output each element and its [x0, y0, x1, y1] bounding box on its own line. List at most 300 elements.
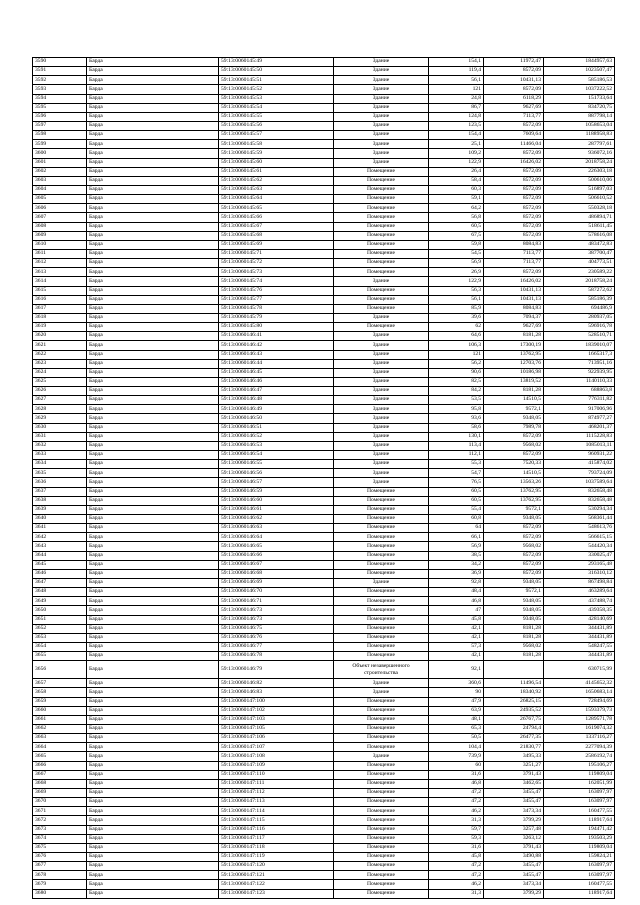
- cadastral-number-cell: 59:13:0060146:71: [219, 597, 334, 606]
- object-type-cell: Помещение: [334, 724, 429, 733]
- row-number-cell: 3593: [33, 85, 87, 94]
- object-type-cell: Здание: [334, 103, 429, 112]
- row-number-cell: 3625: [33, 377, 87, 386]
- locality-cell: Барда: [87, 496, 219, 505]
- cadastral-value-cell: 2018758,24: [544, 277, 615, 286]
- object-type-cell: Помещение: [334, 807, 429, 816]
- cadastral-number-cell: 59:13:0060147:118: [219, 843, 334, 852]
- cadastral-value-cell: 160477,55: [544, 807, 615, 816]
- object-type-cell: Здание: [334, 140, 429, 149]
- table-row: [33, 624, 615, 633]
- cadastral-value-cell: 119809,04: [544, 770, 615, 779]
- unit-price-cell: 9348,05: [484, 615, 544, 624]
- row-number-cell: 3615: [33, 286, 87, 295]
- cadastral-value-cell: 194471,42: [544, 825, 615, 834]
- cadastral-value-cell: 936072,16: [544, 149, 615, 158]
- table-row: [33, 277, 615, 286]
- object-type-cell: Помещение: [334, 268, 429, 277]
- unit-price-cell: 8572,09: [484, 149, 544, 158]
- row-number-cell: 3647: [33, 579, 87, 588]
- area-cell: 59,3: [429, 834, 484, 843]
- locality-cell: Барда: [87, 560, 219, 569]
- cadastral-value-cell: 193503,29: [544, 834, 615, 843]
- cadastral-value-cell: 713951,16: [544, 359, 615, 368]
- cadastral-value-cell: 1037589,64: [544, 478, 615, 487]
- cadastral-number-cell: 59:13:0060147:105: [219, 724, 334, 733]
- locality-cell: Барда: [87, 761, 219, 770]
- cadastral-number-cell: 59:13:0060146:51: [219, 423, 334, 432]
- row-number-cell: 3634: [33, 460, 87, 469]
- cadastral-value-cell: 832658,48: [544, 487, 615, 496]
- row-number-cell: 3599: [33, 140, 87, 149]
- cadastral-value-cell: 578616,08: [544, 231, 615, 240]
- table-row: [33, 834, 615, 843]
- cadastral-value-cell: 500610,06: [544, 176, 615, 185]
- cadastral-value-cell: 776311,82: [544, 396, 615, 405]
- table-row: [33, 880, 615, 889]
- area-cell: 93,6: [429, 414, 484, 423]
- object-type-cell: Помещение: [334, 798, 429, 807]
- table-row: [33, 533, 615, 542]
- cadastral-value-cell: 516897,03: [544, 185, 615, 194]
- row-number-cell: 3660: [33, 706, 87, 715]
- object-type-cell: Помещение: [334, 569, 429, 578]
- object-type-cell: Помещение: [334, 259, 429, 268]
- row-number-cell: 3667: [33, 770, 87, 779]
- object-type-cell: Здание: [334, 58, 429, 67]
- row-number-cell: 3680: [33, 889, 87, 898]
- table-row: [33, 286, 615, 295]
- cadastral-value-cell: 230589,22: [544, 268, 615, 277]
- table-row: [33, 652, 615, 661]
- object-type-cell: Здание: [334, 405, 429, 414]
- table-row: [33, 140, 615, 149]
- object-type-cell: Здание: [334, 432, 429, 441]
- locality-cell: Барда: [87, 204, 219, 213]
- cadastral-number-cell: 59:13:0060145:61: [219, 167, 334, 176]
- cadastral-value-cell: 1115228,83: [544, 432, 615, 441]
- cadastral-number-cell: 59:13:0060147:115: [219, 816, 334, 825]
- locality-cell: Барда: [87, 441, 219, 450]
- object-type-cell: Здание: [334, 76, 429, 85]
- object-type-cell: Помещение: [334, 505, 429, 514]
- unit-price-cell: 8572,09: [484, 451, 544, 460]
- row-number-cell: 3635: [33, 469, 87, 478]
- locality-cell: Барда: [87, 158, 219, 167]
- cadastral-value-cell: 118917,64: [544, 889, 615, 898]
- cadastral-number-cell: 59:13:0060146:73: [219, 615, 334, 624]
- cadastral-value-cell: 468201,37: [544, 423, 615, 432]
- table-row: [33, 606, 615, 615]
- object-type-cell: Помещение: [334, 515, 429, 524]
- area-cell: 66,1: [429, 533, 484, 542]
- object-type-cell: Здание: [334, 441, 429, 450]
- row-number-cell: 3617: [33, 304, 87, 313]
- table-row: [33, 176, 615, 185]
- cadastral-number-cell: 59:13:0060145:59: [219, 149, 334, 158]
- area-cell: 60,3: [429, 185, 484, 194]
- unit-price-cell: 8572,09: [484, 67, 544, 76]
- area-cell: 92,8: [429, 579, 484, 588]
- unit-price-cell: 8572,09: [484, 560, 544, 569]
- locality-cell: Барда: [87, 798, 219, 807]
- row-number-cell: 3630: [33, 423, 87, 432]
- area-cell: 48,1: [429, 715, 484, 724]
- unit-price-cell: 7094,37: [484, 313, 544, 322]
- table-row: [33, 368, 615, 377]
- unit-price-cell: 3473,34: [484, 807, 544, 816]
- cadastral-number-cell: 59:13:0060146:50: [219, 414, 334, 423]
- row-number-cell: 3598: [33, 131, 87, 140]
- locality-cell: Барда: [87, 505, 219, 514]
- unit-price-cell: 8572,09: [484, 551, 544, 560]
- area-cell: 45,8: [429, 615, 484, 624]
- cadastral-number-cell: 59:13:0060145:76: [219, 286, 334, 295]
- cadastral-value-cell: 344431,89: [544, 633, 615, 642]
- cadastral-number-cell: 59:13:0060146:54: [219, 451, 334, 460]
- locality-cell: Барда: [87, 213, 219, 222]
- table-row: [33, 313, 615, 322]
- unit-price-cell: 6118,29: [484, 94, 544, 103]
- cadastral-number-cell: 59:13:0060145:50: [219, 67, 334, 76]
- cadastral-value-cell: 548247,55: [544, 643, 615, 652]
- table-row: [33, 542, 615, 551]
- cadastral-number-cell: 59:13:0060147:123: [219, 889, 334, 898]
- table-row: [33, 761, 615, 770]
- table-row: [33, 396, 615, 405]
- object-type-cell: Здание: [334, 377, 429, 386]
- table-row: [33, 597, 615, 606]
- row-number-cell: 3627: [33, 396, 87, 405]
- unit-price-cell: 8572,09: [484, 167, 544, 176]
- table-row: [33, 195, 615, 204]
- object-type-cell: Помещение: [334, 295, 429, 304]
- cadastral-value-cell: 1058653,04: [544, 121, 615, 130]
- row-number-cell: 3605: [33, 195, 87, 204]
- cadastral-number-cell: 59:13:0060147:121: [219, 871, 334, 880]
- locality-cell: Барда: [87, 807, 219, 816]
- row-number-cell: 3666: [33, 761, 87, 770]
- unit-price-cell: 8181,28: [484, 624, 544, 633]
- locality-cell: Барда: [87, 432, 219, 441]
- area-cell: 31,6: [429, 843, 484, 852]
- locality-cell: Барда: [87, 816, 219, 825]
- table-row: [33, 551, 615, 560]
- object-type-cell: Помещение: [334, 195, 429, 204]
- area-cell: 54,5: [429, 249, 484, 258]
- area-cell: 25,1: [429, 140, 484, 149]
- row-number-cell: 3594: [33, 94, 87, 103]
- table-row: [33, 387, 615, 396]
- locality-cell: Барда: [87, 524, 219, 533]
- cadastral-number-cell: 59:13:0060145:56: [219, 121, 334, 130]
- unit-price-cell: 13563,26: [484, 478, 544, 487]
- cadastral-number-cell: 59:13:0060146:69: [219, 579, 334, 588]
- row-number-cell: 3673: [33, 825, 87, 834]
- cadastral-number-cell: 59:13:0060146:56: [219, 469, 334, 478]
- row-number-cell: 3623: [33, 359, 87, 368]
- cadastral-number-cell: 59:13:0060145:49: [219, 58, 334, 67]
- cadastral-value-cell: 159824,21: [544, 852, 615, 861]
- table-row: [33, 259, 615, 268]
- locality-cell: Барда: [87, 176, 219, 185]
- cadastral-number-cell: 59:13:0060145:69: [219, 240, 334, 249]
- object-type-cell: Помещение: [334, 167, 429, 176]
- unit-price-cell: 8572,09: [484, 231, 544, 240]
- cadastral-number-cell: 59:13:0060147:119: [219, 852, 334, 861]
- cadastral-number-cell: 59:13:0060145:55: [219, 112, 334, 121]
- object-type-cell: Помещение: [334, 240, 429, 249]
- cadastral-number-cell: 59:13:0060147:102: [219, 706, 334, 715]
- table-row: [33, 112, 615, 121]
- unit-price-cell: 3490,88: [484, 852, 544, 861]
- row-number-cell: 3624: [33, 368, 87, 377]
- row-number-cell: 3648: [33, 588, 87, 597]
- cadastral-number-cell: 59:13:0060145:71: [219, 249, 334, 258]
- table-row: [33, 688, 615, 697]
- object-type-cell: Помещение: [334, 542, 429, 551]
- area-cell: 154,1: [429, 58, 484, 67]
- locality-cell: Барда: [87, 268, 219, 277]
- locality-cell: Барда: [87, 779, 219, 788]
- unit-price-cell: 8572,09: [484, 204, 544, 213]
- locality-cell: Барда: [87, 76, 219, 85]
- row-number-cell: 3602: [33, 167, 87, 176]
- area-cell: 122,9: [429, 277, 484, 286]
- area-cell: 57,3: [429, 643, 484, 652]
- table-row: [33, 405, 615, 414]
- table-row: [33, 496, 615, 505]
- cadastral-value-cell: 118917,64: [544, 816, 615, 825]
- row-number-cell: 3679: [33, 880, 87, 889]
- locality-cell: Барда: [87, 697, 219, 706]
- row-number-cell: 3653: [33, 633, 87, 642]
- table-row: [33, 524, 615, 533]
- cadastral-value-cell: 293165,48: [544, 560, 615, 569]
- cadastral-number-cell: 59:13:0060147:110: [219, 770, 334, 779]
- unit-price-cell: 11466,04: [484, 140, 544, 149]
- cadastral-value-cell: 1140110,33: [544, 377, 615, 386]
- unit-price-cell: 24794,4: [484, 724, 544, 733]
- object-type-cell: Помещение: [334, 588, 429, 597]
- cadastral-value-cell: 162051,99: [544, 779, 615, 788]
- cadastral-value-cell: 486894,71: [544, 213, 615, 222]
- locality-cell: Барда: [87, 231, 219, 240]
- area-cell: 48,4: [429, 588, 484, 597]
- table-row: [33, 213, 615, 222]
- area-cell: 45,8: [429, 852, 484, 861]
- cadastral-number-cell: 59:13:0060145:63: [219, 185, 334, 194]
- area-cell: 60,5: [429, 487, 484, 496]
- object-type-cell: Здание: [334, 121, 429, 130]
- unit-price-cell: 9572,1: [484, 588, 544, 597]
- cadastral-value-cell: 887798,14: [544, 112, 615, 121]
- object-type-cell: Здание: [334, 478, 429, 487]
- object-type-cell: Помещение: [334, 204, 429, 213]
- locality-cell: Барда: [87, 515, 219, 524]
- table-row: [33, 715, 615, 724]
- area-cell: 59,8: [429, 240, 484, 249]
- area-cell: 64,2: [429, 204, 484, 213]
- object-type-cell: Помещение: [334, 597, 429, 606]
- table-row: [33, 323, 615, 332]
- cadastral-value-cell: 2277094,39: [544, 743, 615, 752]
- row-number-cell: 3611: [33, 249, 87, 258]
- unit-price-cell: 8181,28: [484, 652, 544, 661]
- row-number-cell: 3669: [33, 788, 87, 797]
- unit-price-cell: 7113,77: [484, 112, 544, 121]
- cadastral-value-cell: 1289571,78: [544, 715, 615, 724]
- cadastral-number-cell: 59:13:0060145:73: [219, 268, 334, 277]
- object-type-cell: Помещение: [334, 871, 429, 880]
- cadastral-value-cell: 728494,69: [544, 697, 615, 706]
- cadastral-number-cell: 59:13:0060146:45: [219, 368, 334, 377]
- cadastral-value-cell: 917006,96: [544, 405, 615, 414]
- row-number-cell: 3636: [33, 478, 87, 487]
- row-number-cell: 3595: [33, 103, 87, 112]
- locality-cell: Барда: [87, 140, 219, 149]
- table-row: [33, 240, 615, 249]
- row-number-cell: 3607: [33, 213, 87, 222]
- locality-cell: Барда: [87, 788, 219, 797]
- table-row: [33, 752, 615, 761]
- table-row: [33, 788, 615, 797]
- cadastral-number-cell: 59:13:0060145:64: [219, 195, 334, 204]
- cadastral-number-cell: 59:13:0060146:76: [219, 633, 334, 642]
- table-row: [33, 807, 615, 816]
- row-number-cell: 3640: [33, 515, 87, 524]
- table-row: [33, 825, 615, 834]
- area-cell: 58,4: [429, 176, 484, 185]
- cadastral-number-cell: 59:13:0060147:111: [219, 779, 334, 788]
- locality-cell: Барда: [87, 149, 219, 158]
- object-type-cell: Помещение: [334, 734, 429, 743]
- cadastral-number-cell: 59:13:0060145:58: [219, 140, 334, 149]
- unit-price-cell: 9627,69: [484, 323, 544, 332]
- unit-price-cell: 8084,83: [484, 240, 544, 249]
- table-row: [33, 76, 615, 85]
- unit-price-cell: 3455,47: [484, 788, 544, 797]
- unit-price-cell: 10431,13: [484, 76, 544, 85]
- cadastral-value-cell: 528510,71: [544, 332, 615, 341]
- row-number-cell: 3638: [33, 496, 87, 505]
- cadastral-number-cell: 59:13:0060145:62: [219, 176, 334, 185]
- cadastral-value-cell: 428140,69: [544, 615, 615, 624]
- object-type-cell: Здание: [334, 313, 429, 322]
- table-row: [33, 706, 615, 715]
- row-number-cell: 3676: [33, 852, 87, 861]
- object-type-cell: Здание: [334, 359, 429, 368]
- cadastral-value-cell: 316310,12: [544, 569, 615, 578]
- area-cell: 76,5: [429, 478, 484, 487]
- cadastral-number-cell: 59:13:0060147:114: [219, 807, 334, 816]
- cadastral-value-cell: 439358,35: [544, 606, 615, 615]
- area-cell: 56,2: [429, 359, 484, 368]
- locality-cell: Барда: [87, 131, 219, 140]
- cadastral-number-cell: 59:13:0060146:64: [219, 533, 334, 542]
- unit-price-cell: 8572,09: [484, 524, 544, 533]
- cadastral-number-cell: 59:13:0060147:107: [219, 743, 334, 752]
- object-type-cell: Помещение: [334, 743, 429, 752]
- area-cell: 47: [429, 606, 484, 615]
- table-row: [33, 643, 615, 652]
- object-type-cell: Здание: [334, 752, 429, 761]
- cadastral-number-cell: 59:13:0060146:82: [219, 679, 334, 688]
- locality-cell: Барда: [87, 423, 219, 432]
- object-type-cell: Помещение: [334, 176, 429, 185]
- row-number-cell: 3626: [33, 387, 87, 396]
- cadastral-value-cell: 463289,64: [544, 588, 615, 597]
- cadastral-value-cell: 1337116,27: [544, 734, 615, 743]
- unit-price-cell: 8572,09: [484, 213, 544, 222]
- cadastral-number-cell: 59:13:0060146:43: [219, 350, 334, 359]
- locality-cell: Барда: [87, 277, 219, 286]
- object-type-cell: Помещение: [334, 706, 429, 715]
- cadastral-number-cell: 59:13:0060146:78: [219, 652, 334, 661]
- object-type-cell: Здание: [334, 149, 429, 158]
- object-type-cell: Помещение: [334, 304, 429, 313]
- unit-price-cell: 3462,65: [484, 779, 544, 788]
- table-row: [33, 304, 615, 313]
- locality-cell: Барда: [87, 724, 219, 733]
- unit-price-cell: 8572,09: [484, 432, 544, 441]
- area-cell: 739,9: [429, 752, 484, 761]
- area-cell: 31,3: [429, 816, 484, 825]
- object-type-cell: Здание: [334, 469, 429, 478]
- cadastral-value-cell: 530294,34: [544, 505, 615, 514]
- row-number-cell: 3616: [33, 295, 87, 304]
- object-type-cell: Помещение: [334, 643, 429, 652]
- area-cell: 34,2: [429, 560, 484, 569]
- area-cell: 31,6: [429, 770, 484, 779]
- unit-price-cell: 8572,09: [484, 195, 544, 204]
- cadastral-value-cell: 163097,97: [544, 798, 615, 807]
- cadastral-number-cell: 59:13:0060146:44: [219, 359, 334, 368]
- cadastral-number-cell: 59:13:0060145:65: [219, 204, 334, 213]
- locality-cell: Барда: [87, 478, 219, 487]
- locality-cell: Барда: [87, 295, 219, 304]
- area-cell: 90,6: [429, 368, 484, 377]
- cadastral-number-cell: 59:13:0060146:68: [219, 569, 334, 578]
- table-row: [33, 158, 615, 167]
- unit-price-cell: 3251,27: [484, 761, 544, 770]
- object-type-cell: Здание: [334, 368, 429, 377]
- cadastral-value-cell: 2018758,24: [544, 158, 615, 167]
- cadastral-value-cell: 874977,27: [544, 414, 615, 423]
- table-row: [33, 697, 615, 706]
- area-cell: 86,7: [429, 103, 484, 112]
- locality-cell: Барда: [87, 368, 219, 377]
- object-type-cell: Помещение: [334, 770, 429, 779]
- cadastral-number-cell: 59:13:0060145:67: [219, 222, 334, 231]
- row-number-cell: 3668: [33, 779, 87, 788]
- object-type-cell: Помещение: [334, 624, 429, 633]
- object-type-cell: Помещение: [334, 524, 429, 533]
- object-type-cell: Помещение: [334, 231, 429, 240]
- object-type-cell: Здание: [334, 112, 429, 121]
- cadastral-number-cell: 59:13:0060147:109: [219, 761, 334, 770]
- row-number-cell: 3633: [33, 451, 87, 460]
- unit-price-cell: 3473,34: [484, 880, 544, 889]
- locality-cell: Барда: [87, 688, 219, 697]
- row-number-cell: 3645: [33, 560, 87, 569]
- cadastral-value-cell: 344431,89: [544, 624, 615, 633]
- row-number-cell: 3652: [33, 624, 87, 633]
- unit-price-cell: 13819,52: [484, 377, 544, 386]
- cadastral-value-cell: 566615,15: [544, 533, 615, 542]
- area-cell: 46,2: [429, 807, 484, 816]
- unit-price-cell: 10431,13: [484, 286, 544, 295]
